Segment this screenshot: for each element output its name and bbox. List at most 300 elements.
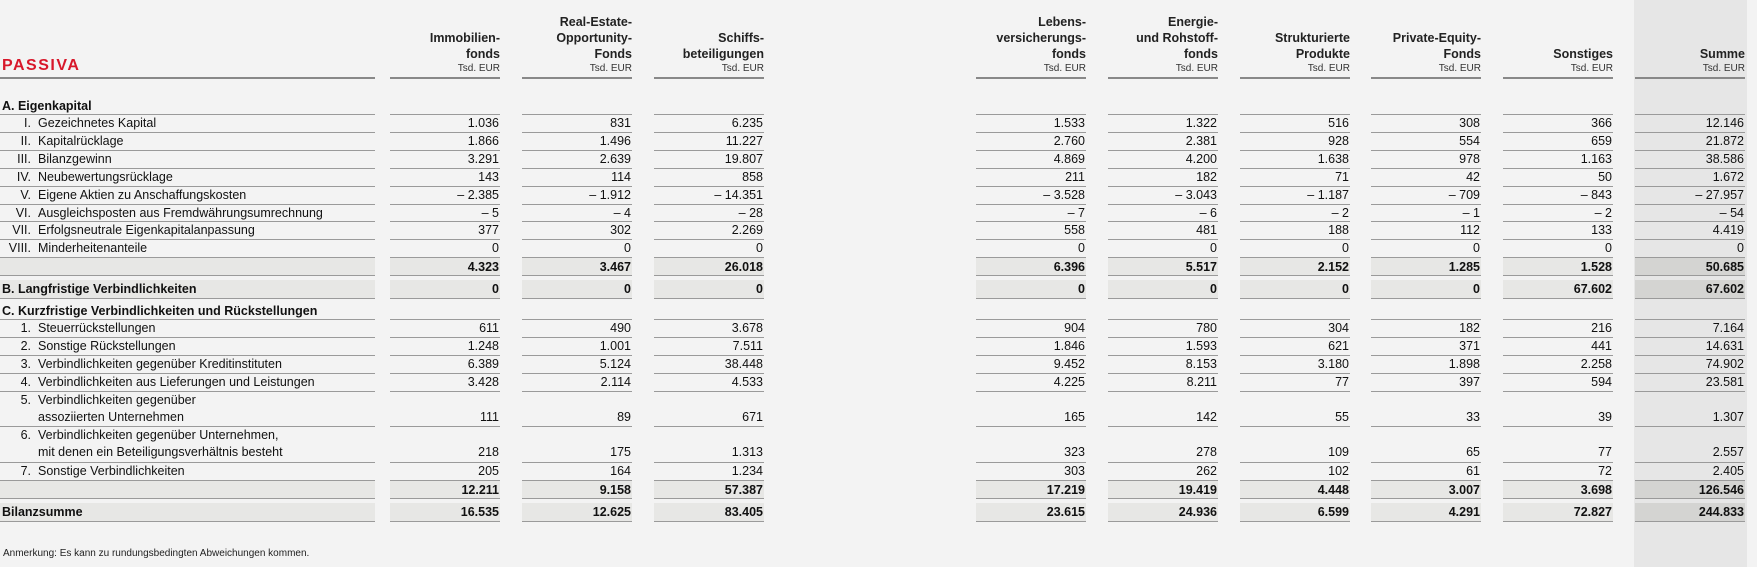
table-row	[0, 151, 1757, 169]
cell-value: 1.593	[1185, 339, 1217, 354]
cell-value: 21.872	[1705, 133, 1744, 148]
cell-value: 303	[1064, 464, 1085, 478]
cell-value: 0	[756, 241, 763, 256]
cell-rule	[1108, 275, 1218, 276]
header-rule	[1635, 77, 1745, 79]
subtotal-row	[0, 481, 1757, 499]
cell-value: 0	[624, 282, 631, 297]
cell-rule	[390, 521, 500, 522]
cell-value: 67.602	[1573, 282, 1612, 297]
cell-value: 0	[1078, 241, 1085, 256]
item-number: I.	[24, 116, 31, 130]
cell-value: 14.631	[1705, 339, 1744, 354]
cell-value: 1.313	[731, 445, 763, 460]
column-header	[1200, 30, 1350, 76]
cell-value: 33	[1466, 409, 1480, 424]
column-header	[1068, 14, 1218, 76]
cell-value: 558	[1064, 223, 1085, 238]
cell-value: 71	[1335, 169, 1349, 184]
cell-value: 12.146	[1705, 116, 1744, 130]
cell-value: 50	[1598, 169, 1612, 184]
header-rule	[1503, 77, 1613, 79]
cell-value: 50.685	[1705, 260, 1744, 275]
column-header	[482, 14, 632, 76]
item-label: Kapitalrücklage	[38, 133, 124, 148]
item-number: 5.	[20, 392, 31, 407]
column-header-line: fonds	[465, 47, 500, 61]
column-header	[1331, 30, 1481, 76]
item-number: III.	[17, 151, 31, 166]
cell-value: 1.307	[1712, 409, 1744, 424]
cell-value: 16.535	[460, 504, 499, 519]
cell-value: 3.467	[599, 260, 631, 275]
column-header-line: Opportunity-	[556, 31, 632, 45]
cell-rule	[1635, 298, 1745, 299]
cell-rule	[1108, 298, 1218, 299]
cell-value: 216	[1591, 321, 1612, 336]
cell-value: 74.902	[1705, 357, 1744, 371]
header-rule	[654, 77, 764, 79]
cell-value: 211	[1065, 169, 1085, 184]
item-number: V.	[20, 187, 31, 202]
item-label: Verbindlichkeiten aus Lieferungen und Leistungen	[38, 374, 315, 389]
cell-value: 4.200	[1185, 151, 1217, 166]
cell-rule	[1635, 275, 1745, 276]
column-header-line: Schiffs-	[718, 31, 764, 45]
cell-value: 188	[1328, 223, 1349, 238]
column-header-line: Sonstiges	[1553, 47, 1613, 61]
item-label: Sonstige Rückstellungen	[38, 339, 176, 354]
cell-value: – 1.912	[589, 187, 631, 202]
cell-value: 24.936	[1178, 504, 1217, 519]
cell-rule	[1371, 521, 1481, 522]
cell-value: 2.557	[1712, 445, 1744, 460]
column-unit: Tsd. EUR	[1702, 63, 1745, 74]
cell-value: 38.448	[724, 357, 763, 371]
header-rule	[522, 77, 632, 79]
cell-value: 858	[742, 169, 763, 184]
cell-value: 4.869	[1053, 151, 1085, 166]
item-number: VIII.	[8, 241, 31, 256]
cell-value: 114	[611, 169, 631, 184]
cell-value: – 1.187	[1307, 187, 1349, 202]
cell-rule	[1240, 498, 1350, 499]
cell-value: 9.452	[1053, 357, 1085, 371]
cell-value: 23.615	[1046, 504, 1085, 519]
cell-value: – 2	[1331, 205, 1349, 220]
cell-rule	[1503, 275, 1613, 276]
cell-rule	[1371, 298, 1481, 299]
cell-value: 5.517	[1185, 260, 1217, 275]
cell-value: – 2	[1594, 205, 1612, 220]
table-row	[0, 169, 1757, 187]
column-header	[1595, 46, 1745, 76]
column-header-line: Lebens-	[1038, 15, 1086, 29]
column-header-line: fonds	[1183, 47, 1218, 61]
cell-value: 594	[1591, 374, 1612, 389]
cell-value: 19.807	[724, 151, 763, 166]
column-header-line: fonds	[1051, 47, 1086, 61]
cell-rule	[1108, 521, 1218, 522]
cell-value: 42	[1466, 169, 1480, 184]
cell-value: – 1	[1462, 205, 1480, 220]
cell-value: 2.152	[1317, 260, 1349, 275]
cell-rule	[1503, 521, 1613, 522]
header-rule	[1108, 77, 1218, 79]
item-label: Verbindlichkeiten gegenüber Unternehmen,	[38, 428, 279, 443]
cell-rule	[976, 521, 1086, 522]
item-number: 6.	[20, 428, 31, 443]
cell-rule	[522, 298, 632, 299]
cell-value: 55	[1335, 409, 1349, 424]
column-header-line: Fonds	[1443, 47, 1481, 61]
cell-value: 112	[1460, 223, 1480, 238]
item-number: VI.	[15, 205, 31, 220]
cell-value: 165	[1064, 409, 1085, 424]
cell-value: 0	[492, 282, 499, 297]
item-label: Verbindlichkeiten gegenüber	[38, 392, 196, 407]
column-header-line: beteiligungen	[682, 47, 764, 61]
cell-value: 4.419	[1712, 223, 1744, 238]
cell-value: 3.428	[467, 374, 499, 389]
cell-rule	[976, 498, 1086, 499]
cell-rule	[1240, 298, 1350, 299]
cell-value: – 5	[481, 205, 499, 220]
cell-value: 659	[1591, 133, 1612, 148]
cell-value: 4.323	[467, 260, 499, 275]
item-label: Sonstige Verbindlichkeiten	[38, 464, 185, 478]
total-row	[0, 503, 1757, 522]
cell-value: 780	[1196, 321, 1217, 336]
cell-value: 77	[1598, 445, 1612, 460]
header-rule	[1371, 77, 1481, 79]
cell-value: 302	[610, 223, 631, 238]
cell-value: 8.153	[1185, 357, 1217, 371]
cell-value: 111	[479, 409, 499, 424]
column-unit: Tsd. EUR	[721, 63, 764, 74]
cell-value: 2.405	[1712, 464, 1744, 478]
cell-value: – 14.351	[714, 187, 763, 202]
cell-rule	[654, 521, 764, 522]
item-number: 4.	[20, 374, 31, 389]
cell-value: 83.405	[724, 504, 763, 519]
table-row	[0, 374, 1757, 392]
column-header	[350, 30, 500, 76]
cell-value: 366	[1591, 116, 1612, 130]
table-row	[0, 338, 1757, 356]
cell-value: 67.602	[1705, 282, 1744, 297]
cell-value: 218	[478, 445, 499, 460]
cell-value: 1.496	[599, 133, 631, 148]
cell-value: 0	[1473, 241, 1480, 256]
item-number: VII.	[12, 223, 31, 238]
cell-value: 102	[1328, 464, 1349, 478]
total-label: Bilanzsumme	[2, 504, 83, 519]
cell-value: 39	[1598, 409, 1612, 424]
cell-value: 516	[1328, 116, 1349, 130]
section-label: C. Kurzfristige Verbindlichkeiten und Rückstellungen	[2, 304, 318, 319]
item-label: Minderheitenanteile	[38, 241, 148, 256]
section-heading	[0, 302, 1757, 320]
cell-value: 17.219	[1046, 482, 1085, 497]
cell-rule	[976, 275, 1086, 276]
cell-value: 377	[478, 223, 499, 238]
cell-value: 0	[1078, 282, 1085, 297]
cell-value: 978	[1459, 151, 1480, 166]
table-row	[0, 205, 1757, 223]
column-header-line: Private-Equity-	[1392, 31, 1481, 45]
item-number: 3.	[20, 357, 31, 371]
cell-value: – 3.528	[1043, 187, 1085, 202]
cell-value: 6.235	[731, 116, 763, 130]
cell-value: 143	[478, 169, 499, 184]
cell-rule	[654, 498, 764, 499]
cell-value: 2.258	[1580, 357, 1612, 371]
cell-value: 6.389	[467, 357, 499, 371]
cell-value: – 27.957	[1695, 187, 1744, 202]
cell-value: 481	[1196, 223, 1217, 238]
cell-value: 182	[1459, 321, 1480, 336]
column-unit: Tsd. EUR	[589, 63, 632, 74]
cell-rule	[390, 275, 500, 276]
cell-value: 928	[1328, 133, 1349, 148]
cell-value: 323	[1064, 445, 1085, 460]
cell-value: 831	[610, 116, 631, 130]
cell-value: 4.225	[1053, 374, 1085, 389]
cell-value: 8.211	[1186, 374, 1217, 389]
cell-value: – 3.043	[1175, 187, 1217, 202]
cell-rule	[1635, 521, 1745, 522]
item-number: IV.	[16, 169, 31, 184]
cell-value: – 7	[1067, 205, 1085, 220]
cell-value: 11.227	[725, 133, 763, 148]
cell-value: 1.898	[1448, 357, 1480, 371]
cell-value: 554	[1459, 133, 1480, 148]
cell-rule	[1371, 498, 1481, 499]
column-header-line: Produkte	[1295, 47, 1350, 61]
cell-value: 0	[624, 241, 631, 256]
cell-value: 6.396	[1053, 260, 1085, 275]
table-row	[0, 392, 1757, 428]
cell-value: 38.586	[1705, 151, 1744, 166]
cell-value: 72.827	[1573, 504, 1612, 519]
column-unit: Tsd. EUR	[1175, 63, 1218, 74]
cell-value: – 709	[1448, 187, 1480, 202]
cell-rule	[1503, 298, 1613, 299]
cell-value: 77	[1335, 374, 1349, 389]
cell-value: 308	[1459, 116, 1480, 130]
cell-value: 133	[1591, 223, 1612, 238]
item-label: Verbindlichkeiten gegenüber Kreditinstituten	[38, 357, 282, 371]
cell-value: 1.638	[1317, 151, 1349, 166]
cell-rule	[390, 498, 500, 499]
cell-rule	[1635, 498, 1745, 499]
table-row	[0, 240, 1757, 258]
item-label: Erfolgsneutrale Eigenkapitalanpassung	[38, 223, 255, 238]
header-rule	[976, 77, 1086, 79]
total-label: B. Langfristige Verbindlichkeiten	[2, 282, 197, 297]
item-label: Eigene Aktien zu Anschaffungskosten	[38, 187, 247, 202]
column-header-line: versicherungs-	[996, 31, 1086, 45]
cell-value: 126.546	[1698, 482, 1744, 497]
column-unit: Tsd. EUR	[1570, 63, 1613, 74]
cell-value: 0	[492, 241, 499, 256]
cell-value: 262	[1196, 464, 1217, 478]
cell-value: – 6	[1199, 205, 1217, 220]
cell-value: 7.164	[1712, 321, 1744, 336]
cell-value: 65	[1466, 445, 1480, 460]
cell-rule	[1108, 498, 1218, 499]
item-label-continued: assoziierten Unternehmen	[38, 409, 184, 424]
subtotal-row	[0, 258, 1757, 276]
column-header-line: Immobilien-	[429, 31, 500, 45]
item-label: Gezeichnetes Kapital	[38, 116, 157, 130]
cell-value: 57.387	[724, 482, 763, 497]
cell-value: 89	[617, 409, 631, 424]
cell-value: 12.211	[461, 482, 499, 497]
total-row	[0, 280, 1757, 299]
cell-value: 3.007	[1448, 482, 1480, 497]
item-label: Bilanzgewinn	[38, 151, 112, 166]
column-header-line: Fonds	[594, 47, 632, 61]
cell-value: 0	[1342, 241, 1349, 256]
cell-value: 3.698	[1580, 482, 1612, 497]
column-header-line: Summe	[1699, 47, 1745, 61]
cell-value: 4.533	[731, 374, 763, 389]
cell-value: 5.124	[599, 357, 631, 371]
cell-value: 671	[742, 409, 763, 424]
cell-value: 6.599	[1317, 504, 1349, 519]
cell-value: 61	[1466, 464, 1480, 478]
item-label: Neubewertungsrücklage	[38, 169, 173, 184]
cell-value: 205	[478, 464, 499, 478]
column-unit: Tsd. EUR	[1438, 63, 1481, 74]
cell-value: 2.114	[600, 374, 631, 389]
cell-value: 611	[479, 321, 499, 336]
table-row	[0, 463, 1757, 481]
cell-value: 0	[1605, 241, 1612, 256]
header-rule	[390, 77, 500, 79]
item-label: Steuerrückstellungen	[38, 321, 156, 336]
cell-value: 3.678	[731, 321, 763, 336]
table-row	[0, 187, 1757, 205]
item-number: 2.	[20, 339, 31, 354]
cell-value: 490	[610, 321, 631, 336]
cell-value: 1.163	[1580, 151, 1612, 166]
section-label: A. Eigenkapital	[2, 99, 92, 113]
column-header	[1463, 46, 1613, 76]
cell-rule	[654, 298, 764, 299]
cell-value: 244.833	[1698, 504, 1744, 519]
column-unit: Tsd. EUR	[1307, 63, 1350, 74]
cell-value: 1.846	[1053, 339, 1085, 354]
cell-value: 7.511	[732, 339, 763, 354]
item-label-continued: mit denen ein Beteiligungsverhältnis besteht	[38, 445, 283, 460]
cell-value: 1.248	[467, 339, 499, 354]
row-rule	[0, 498, 375, 499]
cell-rule	[1503, 498, 1613, 499]
cell-value: 0	[1473, 282, 1480, 297]
cell-value: – 54	[1719, 205, 1744, 220]
cell-value: 4.291	[1448, 504, 1480, 519]
cell-value: 1.528	[1580, 260, 1612, 275]
header-rule	[0, 77, 375, 79]
cell-value: 142	[1196, 409, 1217, 424]
cell-value: – 843	[1580, 187, 1612, 202]
cell-value: – 2.385	[457, 187, 499, 202]
cell-value: 9.158	[599, 482, 631, 497]
section-heading	[0, 97, 1757, 115]
cell-value: 1.866	[467, 133, 499, 148]
cell-value: 175	[610, 445, 631, 460]
row-rule	[0, 275, 375, 276]
cell-value: 0	[1210, 282, 1217, 297]
row-rule	[0, 298, 375, 299]
cell-value: 621	[1328, 339, 1349, 354]
cell-value: 0	[1210, 241, 1217, 256]
column-unit: Tsd. EUR	[457, 63, 500, 74]
cell-rule	[522, 498, 632, 499]
cell-value: 1.285	[1448, 260, 1480, 275]
column-header	[936, 14, 1086, 76]
cell-value: 1.533	[1053, 116, 1085, 130]
cell-rule	[654, 275, 764, 276]
cell-rule	[390, 298, 500, 299]
column-header	[614, 30, 764, 76]
cell-rule	[1240, 521, 1350, 522]
cell-value: 3.180	[1317, 357, 1349, 371]
table-row	[0, 115, 1757, 133]
cell-rule	[1240, 275, 1350, 276]
column-header-line: Strukturierte	[1274, 31, 1350, 45]
cell-value: 164	[610, 464, 631, 478]
table-row	[0, 356, 1757, 374]
item-number: II.	[20, 133, 31, 148]
cell-value: 1.672	[1712, 169, 1744, 184]
cell-value: 0	[1737, 241, 1744, 256]
table-row	[0, 133, 1757, 151]
cell-value: 72	[1598, 464, 1612, 478]
cell-rule	[976, 298, 1086, 299]
cell-value: 182	[1196, 169, 1217, 184]
table-row	[0, 427, 1757, 463]
table-row	[0, 222, 1757, 240]
cell-value: 2.760	[1053, 133, 1085, 148]
cell-value: 12.625	[592, 504, 631, 519]
cell-value: 109	[1328, 445, 1349, 460]
cell-rule	[522, 275, 632, 276]
cell-value: 304	[1328, 321, 1349, 336]
cell-value: – 4	[613, 205, 631, 220]
cell-value: 4.448	[1317, 482, 1349, 497]
header-rule	[1240, 77, 1350, 79]
cell-value: 19.419	[1178, 482, 1217, 497]
column-unit: Tsd. EUR	[1043, 63, 1086, 74]
cell-value: 26.018	[724, 260, 763, 275]
table-row	[0, 320, 1757, 338]
cell-value: 1.322	[1185, 116, 1217, 130]
cell-value: 1.234	[731, 464, 763, 478]
column-header-line: Energie-	[1167, 15, 1218, 29]
cell-value: 441	[1591, 339, 1612, 354]
item-number: 7.	[20, 464, 31, 478]
cell-rule	[1371, 275, 1481, 276]
item-label: Ausgleichsposten aus Fremdwährungsumrechnung	[38, 205, 323, 220]
cell-value: 904	[1064, 321, 1085, 336]
footnote: Anmerkung: Es kann zu rundungsbedingten Abweichungen kommen.	[3, 548, 310, 559]
cell-value: 1.001	[599, 339, 631, 354]
cell-value: 0	[1342, 282, 1349, 297]
